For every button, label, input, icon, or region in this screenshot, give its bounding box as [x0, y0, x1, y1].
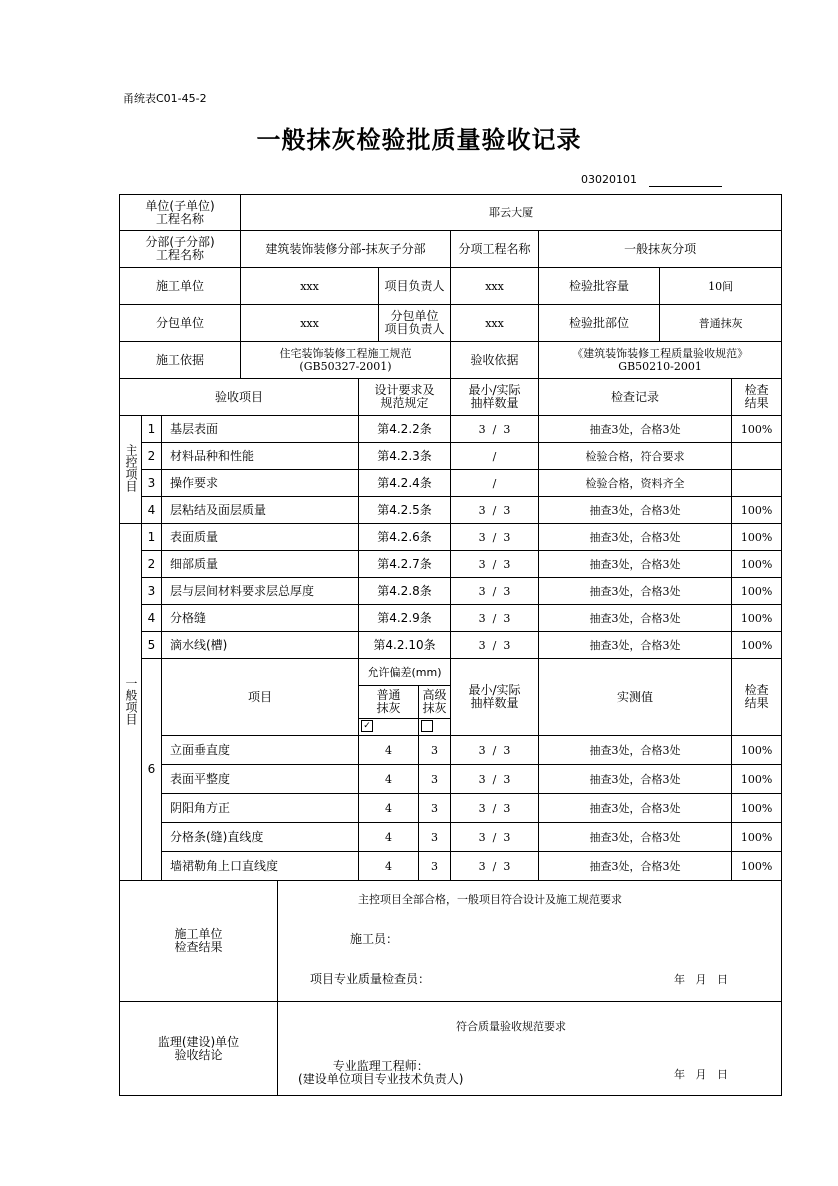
general-name: 表面质量	[162, 524, 359, 551]
general-record: 抽查3处，合格3处	[539, 524, 732, 551]
deviation-result-label: 检查 结果	[732, 659, 782, 736]
main-clause: 第4.2.3条	[359, 443, 451, 470]
deviation-record: 抽查3处，合格3处	[539, 794, 732, 823]
subitem-label: 分项工程名称	[451, 231, 539, 268]
deviation-result: 100%	[732, 852, 782, 881]
deviation-sample: 3 / 3	[451, 765, 539, 794]
main-sample: 3 / 3	[451, 416, 539, 443]
contractor-date: 年 月 日	[674, 973, 728, 986]
general-result: 100%	[732, 551, 782, 578]
general-record: 抽查3处，合格3处	[539, 605, 732, 632]
general-clause: 第4.2.7条	[359, 551, 451, 578]
basis-value: 住宅装饰装修工程施工规范 (GB50327-2001)	[241, 342, 451, 379]
accept-basis-value: 《建筑装饰装修工程质量验收规范》 GB50210-2001	[539, 342, 782, 379]
record-code: 03020101	[581, 173, 637, 186]
form-number: 甬统表C01-45-2	[123, 92, 207, 105]
supervisor-check-text: 符合质量验收规范要求	[456, 1020, 567, 1033]
deviation-record: 抽查3处，合格3处	[539, 852, 732, 881]
main-sample: /	[451, 470, 539, 497]
deviation-name: 阴阳角方正	[162, 794, 359, 823]
deviation-record: 抽查3处，合格3处	[539, 765, 732, 794]
worker-label: 施工员：	[350, 932, 399, 946]
deviation-result: 100%	[732, 794, 782, 823]
subcontractor-label: 分包单位	[120, 305, 241, 342]
code-underline	[649, 186, 722, 187]
normal-plaster-checkbox-cell	[359, 719, 419, 736]
unit-value: 耶云大厦	[241, 195, 782, 231]
deviation-record: 抽查3处，合格3处	[539, 823, 732, 852]
deviation-sample: 3 / 3	[451, 794, 539, 823]
allow-deviation-label: 允许偏差(mm)	[359, 659, 451, 686]
contractor-check-cell	[278, 881, 782, 1002]
main-record: 抽查3处，合格3处	[539, 497, 732, 524]
main-result	[732, 470, 782, 497]
deviation-result: 100%	[732, 823, 782, 852]
general-no: 5	[142, 632, 162, 659]
sub-pm-value: xxx	[451, 305, 539, 342]
general-result: 100%	[732, 605, 782, 632]
general-record: 抽查3处，合格3处	[539, 551, 732, 578]
general-record: 抽查3处，合格3处	[539, 578, 732, 605]
advanced-plaster-checkbox[interactable]	[421, 720, 433, 732]
deviation-name: 立面垂直度	[162, 736, 359, 765]
general-name: 层与层间材料要求层总厚度	[162, 578, 359, 605]
advanced-plaster-checkbox-cell	[419, 719, 451, 736]
general-sample: 3 / 3	[451, 605, 539, 632]
main-no: 2	[142, 443, 162, 470]
supervisor-date: 年 月 日	[674, 1068, 728, 1081]
main-no: 4	[142, 497, 162, 524]
page-title: 一般抹灰检验批质量验收记录	[256, 126, 582, 154]
measured-label: 实测值	[539, 659, 732, 736]
main-name: 基层表面	[162, 416, 359, 443]
general-no: 1	[142, 524, 162, 551]
deviation-sample: 3 / 3	[451, 852, 539, 881]
normal-plaster-label: 普通 抹灰	[359, 686, 419, 719]
general-clause: 第4.2.9条	[359, 605, 451, 632]
supervisor-check-label: 监理(建设)单位 验收结论	[120, 1002, 278, 1096]
contractor-check-label: 施工单位 检查结果	[120, 881, 278, 1002]
deviation-advanced: 3	[419, 794, 451, 823]
deviation-normal: 4	[359, 765, 419, 794]
col-result: 检查 结果	[732, 379, 782, 416]
main-clause: 第4.2.4条	[359, 470, 451, 497]
deviation-result: 100%	[732, 765, 782, 794]
deviation-record: 抽查3处，合格3处	[539, 736, 732, 765]
advanced-plaster-label: 高级 抹灰	[419, 686, 451, 719]
general-result: 100%	[732, 578, 782, 605]
deviation-sample-label: 最小/实际 抽样数量	[451, 659, 539, 736]
division-label: 分部(子分部) 工程名称	[120, 231, 241, 268]
deviation-advanced: 3	[419, 823, 451, 852]
general-record: 抽查3处，合格3处	[539, 632, 732, 659]
contractor-label: 施工单位	[120, 268, 241, 305]
col-design: 设计要求及 规范规定	[359, 379, 451, 416]
general-no: 2	[142, 551, 162, 578]
general-sample: 3 / 3	[451, 551, 539, 578]
deviation-normal: 4	[359, 852, 419, 881]
main-items-label: 主控项目	[120, 416, 142, 524]
deviation-advanced: 3	[419, 736, 451, 765]
main-clause: 第4.2.5条	[359, 497, 451, 524]
part-label: 检验批部位	[539, 305, 660, 342]
general-result: 100%	[732, 524, 782, 551]
general-sample: 3 / 3	[451, 632, 539, 659]
col-item: 验收项目	[120, 379, 359, 416]
deviation-result: 100%	[732, 736, 782, 765]
normal-plaster-checkbox[interactable]: ✓	[361, 720, 373, 732]
general-clause: 第4.2.8条	[359, 578, 451, 605]
main-name: 操作要求	[162, 470, 359, 497]
col-sample: 最小/实际 抽样数量	[451, 379, 539, 416]
general-name: 分格缝	[162, 605, 359, 632]
deviation-name: 分格条(缝)直线度	[162, 823, 359, 852]
general-clause: 第4.2.6条	[359, 524, 451, 551]
deviation-sample: 3 / 3	[451, 736, 539, 765]
inspection-table	[119, 194, 782, 1096]
main-result: 100%	[732, 497, 782, 524]
general-name: 细部质量	[162, 551, 359, 578]
inspector-label: 项目专业质量检查员：	[310, 972, 431, 986]
deviation-item-label: 项目	[162, 659, 359, 736]
deviation-normal: 4	[359, 823, 419, 852]
deviation-advanced: 3	[419, 852, 451, 881]
general-clause: 第4.2.10条	[359, 632, 451, 659]
subcontractor-value: xxx	[241, 305, 379, 342]
main-clause: 第4.2.2条	[359, 416, 451, 443]
capacity-label: 检验批容量	[539, 268, 660, 305]
main-sample: /	[451, 443, 539, 470]
col-record: 检查记录	[539, 379, 732, 416]
accept-basis-label: 验收依据	[451, 342, 539, 379]
main-no: 1	[142, 416, 162, 443]
deviation-name: 墙裙勒角上口直线度	[162, 852, 359, 881]
general-no: 3	[142, 578, 162, 605]
supervisor-check-cell	[278, 1002, 782, 1096]
pm-value: xxx	[451, 268, 539, 305]
main-result	[732, 443, 782, 470]
sub-pm-label: 分包单位 项目负责人	[379, 305, 451, 342]
capacity-value: 10间	[660, 268, 782, 305]
main-name: 层粘结及面层质量	[162, 497, 359, 524]
deviation-no: 6	[142, 659, 162, 881]
deviation-normal: 4	[359, 736, 419, 765]
subitem-value: 一般抹灰分项	[539, 231, 782, 268]
general-no: 4	[142, 605, 162, 632]
division-value: 建筑装饰装修分部-抹灰子分部	[241, 231, 451, 268]
unit-label: 单位(子单位) 工程名称	[120, 195, 241, 231]
engineer-label: 专业监理工程师： (建设单位项目专业技术负责人)	[298, 1059, 464, 1086]
main-result: 100%	[732, 416, 782, 443]
part-value: 普通抹灰	[660, 305, 782, 342]
deviation-normal: 4	[359, 794, 419, 823]
general-items-label: 一般项目	[120, 524, 142, 881]
general-name: 滴水线(槽)	[162, 632, 359, 659]
contractor-value: xxx	[241, 268, 379, 305]
deviation-sample: 3 / 3	[451, 823, 539, 852]
general-result: 100%	[732, 632, 782, 659]
basis-label: 施工依据	[120, 342, 241, 379]
main-record: 抽查3处，合格3处	[539, 416, 732, 443]
main-name: 材料品种和性能	[162, 443, 359, 470]
main-record: 检验合格，符合要求	[539, 443, 732, 470]
main-sample: 3 / 3	[451, 497, 539, 524]
deviation-name: 表面平整度	[162, 765, 359, 794]
deviation-advanced: 3	[419, 765, 451, 794]
main-record: 检验合格，资料齐全	[539, 470, 732, 497]
pm-label: 项目负责人	[379, 268, 451, 305]
contractor-check-text: 主控项目全部合格，一般项目符合设计及施工规范要求	[358, 893, 623, 906]
general-sample: 3 / 3	[451, 578, 539, 605]
main-no: 3	[142, 470, 162, 497]
general-sample: 3 / 3	[451, 524, 539, 551]
